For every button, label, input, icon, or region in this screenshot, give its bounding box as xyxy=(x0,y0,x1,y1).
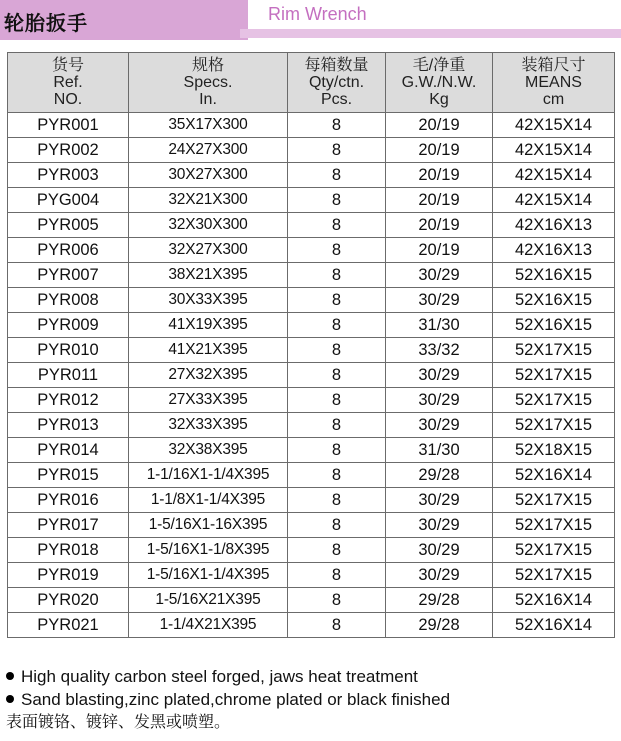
ref-cell: PYR006 xyxy=(8,238,129,263)
column-header-qty xyxy=(288,53,386,113)
column-header-line: 每箱数量 xyxy=(304,57,369,74)
specs-cell: 1-5/16X1-16X395 xyxy=(129,513,288,538)
bullet-icon xyxy=(6,695,14,703)
qty-cell: 8 xyxy=(288,263,386,288)
table-row xyxy=(8,188,615,213)
column-header-line: Specs. xyxy=(183,74,233,91)
column-header-line: Pcs. xyxy=(320,91,353,108)
ref-cell: PYR015 xyxy=(8,463,129,488)
qty-cell: 8 xyxy=(288,138,386,163)
weight-cell: 30/29 xyxy=(386,263,493,288)
specs-cell: 1-1/8X1-1/4X395 xyxy=(129,488,288,513)
table-header-row xyxy=(8,53,615,113)
specs-cell: 41X21X395 xyxy=(129,338,288,363)
note-text: Sand blasting,zinc plated,chrome plated or black finished xyxy=(21,690,451,709)
means-cell: 42X15X14 xyxy=(493,113,615,138)
column-header-line: NO. xyxy=(53,91,83,108)
table-row xyxy=(8,238,615,263)
specs-cell: 1-1/4X21X395 xyxy=(129,613,288,638)
title-band xyxy=(0,0,621,40)
means-cell: 52X17X15 xyxy=(493,488,615,513)
weight-cell: 30/29 xyxy=(386,513,493,538)
qty-cell: 8 xyxy=(288,213,386,238)
column-header-line: Ref. xyxy=(53,74,83,91)
qty-cell: 8 xyxy=(288,488,386,513)
specs-cell: 32X33X395 xyxy=(129,413,288,438)
qty-cell: 8 xyxy=(288,388,386,413)
table-row xyxy=(8,513,615,538)
table-row xyxy=(8,363,615,388)
ref-cell: PYR005 xyxy=(8,213,129,238)
column-header-line: 规格 xyxy=(191,57,224,74)
table-row xyxy=(8,563,615,588)
specs-cell: 1-5/16X21X395 xyxy=(129,588,288,613)
specs-cell: 35X17X300 xyxy=(129,113,288,138)
column-header-line: 毛/净重 xyxy=(412,57,466,74)
means-cell: 42X15X14 xyxy=(493,188,615,213)
ref-cell: PYR002 xyxy=(8,138,129,163)
qty-cell: 8 xyxy=(288,513,386,538)
weight-cell: 20/19 xyxy=(386,213,493,238)
column-header-means xyxy=(493,53,615,113)
weight-cell: 29/28 xyxy=(386,463,493,488)
means-cell: 42X15X14 xyxy=(493,163,615,188)
means-cell: 52X16X15 xyxy=(493,263,615,288)
table-row xyxy=(8,263,615,288)
qty-cell: 8 xyxy=(288,188,386,213)
note-text: High quality carbon steel forged, jaws heat treatment xyxy=(21,667,418,686)
means-cell: 42X15X14 xyxy=(493,138,615,163)
specs-cell: 32X21X300 xyxy=(129,188,288,213)
weight-cell: 29/28 xyxy=(386,613,493,638)
qty-cell: 8 xyxy=(288,313,386,338)
column-header-line: Qty/ctn. xyxy=(308,74,365,91)
ref-cell: PYR009 xyxy=(8,313,129,338)
table-row xyxy=(8,338,615,363)
specs-cell: 1-5/16X1-1/8X395 xyxy=(129,538,288,563)
means-cell: 52X16X15 xyxy=(493,313,615,338)
ref-cell: PYR021 xyxy=(8,613,129,638)
note-chinese: 表面镀铬、镀锌、发黑或喷塑。 xyxy=(6,712,231,731)
means-cell: 52X17X15 xyxy=(493,363,615,388)
ref-cell: PYR013 xyxy=(8,413,129,438)
qty-cell: 8 xyxy=(288,613,386,638)
weight-cell: 30/29 xyxy=(386,538,493,563)
ref-cell: PYR020 xyxy=(8,588,129,613)
title-english: Rim Wrench xyxy=(268,4,367,24)
ref-cell: PYR001 xyxy=(8,113,129,138)
means-cell: 52X16X15 xyxy=(493,288,615,313)
weight-cell: 20/19 xyxy=(386,113,493,138)
qty-cell: 8 xyxy=(288,563,386,588)
means-cell: 52X17X15 xyxy=(493,538,615,563)
means-cell: 52X16X14 xyxy=(493,463,615,488)
weight-cell: 30/29 xyxy=(386,488,493,513)
qty-cell: 8 xyxy=(288,238,386,263)
column-header-weight xyxy=(386,53,493,113)
weight-cell: 30/29 xyxy=(386,388,493,413)
specs-cell: 41X19X395 xyxy=(129,313,288,338)
column-header-line: Kg xyxy=(429,91,449,108)
qty-cell: 8 xyxy=(288,338,386,363)
means-cell: 52X17X15 xyxy=(493,563,615,588)
ref-cell: PYG004 xyxy=(8,188,129,213)
column-header-ref xyxy=(8,53,129,113)
table-row xyxy=(8,113,615,138)
means-cell: 42X16X13 xyxy=(493,238,615,263)
ref-cell: PYR016 xyxy=(8,488,129,513)
specs-cell: 24X27X300 xyxy=(129,138,288,163)
means-cell: 52X17X15 xyxy=(493,338,615,363)
means-cell: 52X16X14 xyxy=(493,613,615,638)
weight-cell: 33/32 xyxy=(386,338,493,363)
qty-cell: 8 xyxy=(288,288,386,313)
weight-cell: 20/19 xyxy=(386,188,493,213)
table-row xyxy=(8,588,615,613)
weight-cell: 30/29 xyxy=(386,413,493,438)
specs-cell: 38X21X395 xyxy=(129,263,288,288)
table-row xyxy=(8,163,615,188)
means-cell: 42X16X13 xyxy=(493,213,615,238)
specs-cell: 30X33X395 xyxy=(129,288,288,313)
column-header-line: G.W./N.W. xyxy=(401,74,477,91)
table-row xyxy=(8,463,615,488)
title-chinese: 轮胎扳手 xyxy=(4,11,88,35)
means-cell: 52X18X15 xyxy=(493,438,615,463)
means-cell: 52X17X15 xyxy=(493,513,615,538)
qty-cell: 8 xyxy=(288,438,386,463)
qty-cell: 8 xyxy=(288,163,386,188)
ref-cell: PYR003 xyxy=(8,163,129,188)
qty-cell: 8 xyxy=(288,463,386,488)
table-row xyxy=(8,388,615,413)
table-row xyxy=(8,138,615,163)
column-header-specs xyxy=(129,53,288,113)
table-row xyxy=(8,488,615,513)
weight-cell: 30/29 xyxy=(386,288,493,313)
ref-cell: PYR017 xyxy=(8,513,129,538)
note-item xyxy=(6,665,616,688)
specs-cell: 1-5/16X1-1/4X395 xyxy=(129,563,288,588)
qty-cell: 8 xyxy=(288,113,386,138)
ref-cell: PYR012 xyxy=(8,388,129,413)
weight-cell: 30/29 xyxy=(386,363,493,388)
note-item xyxy=(6,688,616,711)
means-cell: 52X17X15 xyxy=(493,388,615,413)
qty-cell: 8 xyxy=(288,413,386,438)
ref-cell: PYR014 xyxy=(8,438,129,463)
specs-cell: 27X32X395 xyxy=(129,363,288,388)
qty-cell: 8 xyxy=(288,538,386,563)
column-header-line: In. xyxy=(199,91,217,108)
means-cell: 52X16X14 xyxy=(493,588,615,613)
column-header-line: cm xyxy=(542,91,565,108)
bullet-icon xyxy=(6,672,14,680)
qty-cell: 8 xyxy=(288,588,386,613)
weight-cell: 31/30 xyxy=(386,313,493,338)
specs-cell: 1-1/16X1-1/4X395 xyxy=(129,463,288,488)
weight-cell: 30/29 xyxy=(386,563,493,588)
specs-cell: 32X38X395 xyxy=(129,438,288,463)
table-row xyxy=(8,438,615,463)
table-row xyxy=(8,613,615,638)
specs-cell: 32X30X300 xyxy=(129,213,288,238)
table-row xyxy=(8,213,615,238)
qty-cell: 8 xyxy=(288,363,386,388)
table-row xyxy=(8,538,615,563)
specs-cell: 32X27X300 xyxy=(129,238,288,263)
table-row xyxy=(8,288,615,313)
specs-cell: 27X33X395 xyxy=(129,388,288,413)
specs-cell: 30X27X300 xyxy=(129,163,288,188)
table-body xyxy=(8,113,615,638)
table-row xyxy=(8,413,615,438)
ref-cell: PYR018 xyxy=(8,538,129,563)
notes-section xyxy=(6,665,616,733)
means-cell: 52X17X15 xyxy=(493,413,615,438)
title-band-stripe xyxy=(240,29,621,38)
weight-cell: 20/19 xyxy=(386,238,493,263)
ref-cell: PYR007 xyxy=(8,263,129,288)
ref-cell: PYR019 xyxy=(8,563,129,588)
column-header-line: 货号 xyxy=(51,57,84,74)
weight-cell: 20/19 xyxy=(386,163,493,188)
column-header-line: 装箱尺寸 xyxy=(521,57,586,74)
weight-cell: 29/28 xyxy=(386,588,493,613)
ref-cell: PYR011 xyxy=(8,363,129,388)
spec-table xyxy=(7,52,615,638)
column-header-line: MEANS xyxy=(525,74,582,91)
ref-cell: PYR010 xyxy=(8,338,129,363)
weight-cell: 20/19 xyxy=(386,138,493,163)
ref-cell: PYR008 xyxy=(8,288,129,313)
table-row xyxy=(8,313,615,338)
weight-cell: 31/30 xyxy=(386,438,493,463)
